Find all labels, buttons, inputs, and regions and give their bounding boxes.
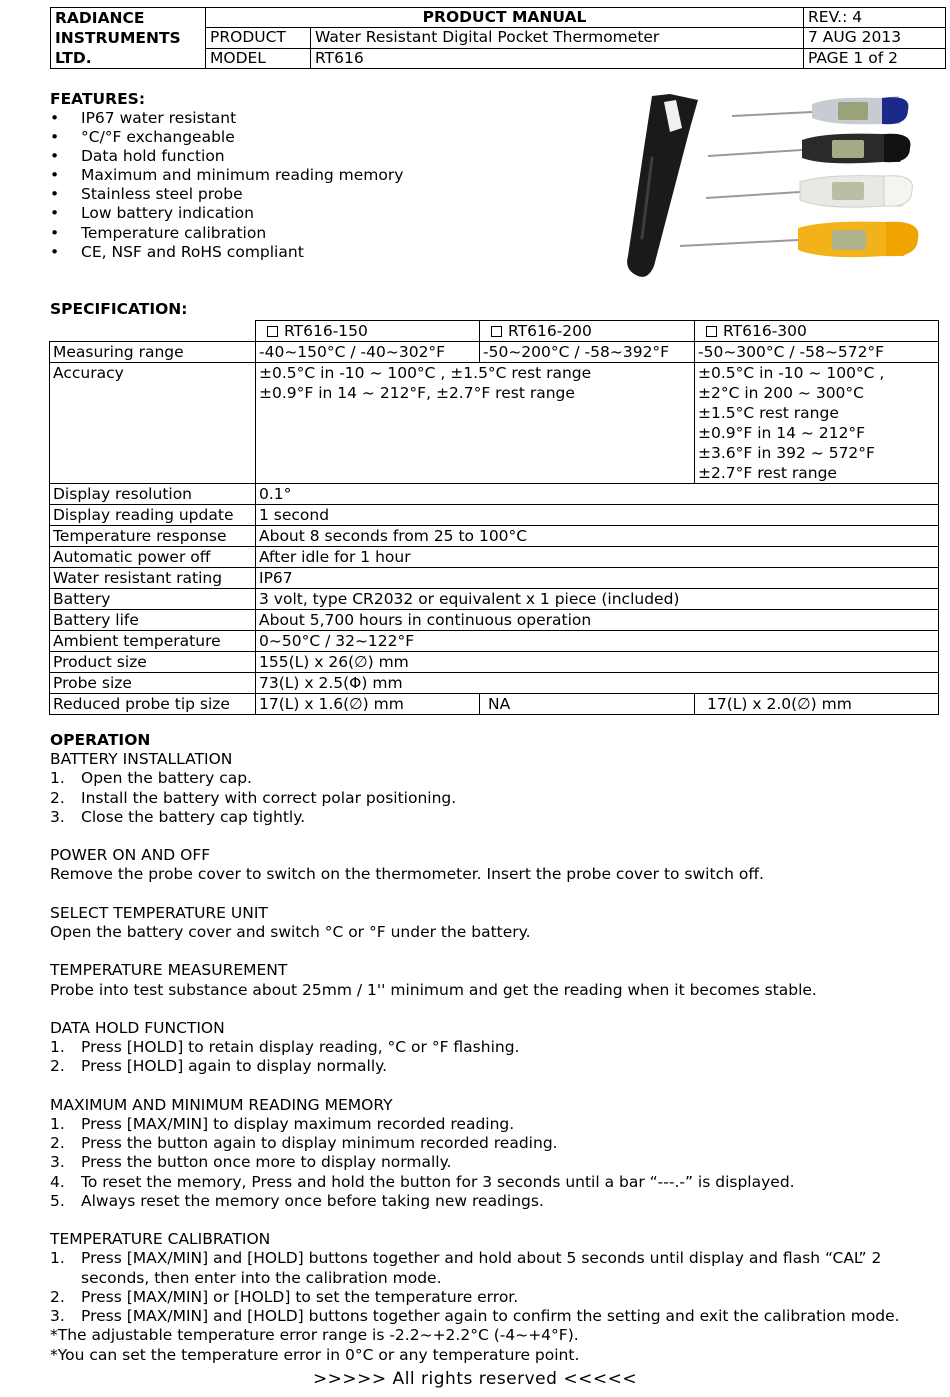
probe-cover-image [627,94,698,277]
list-item: 2. Press [HOLD] again to display normally. [50,1057,388,1076]
spec-label: Accuracy [50,363,256,484]
section-title: DATA HOLD FUNCTION [50,1019,225,1038]
spec-value: 73(L) x 2.5(Φ) mm [256,673,939,694]
revision: REV.: 4 [804,8,946,28]
checkbox-icon [267,326,278,337]
table-row [50,652,939,673]
spec-value: -50~300°C / -58~572°F [695,342,939,363]
table-row [50,673,939,694]
table-row [50,610,939,631]
spec-value: 17(L) x 1.6(∅) mm [256,694,480,715]
list-item: 3. Close the battery cap tightly. [50,807,306,826]
thermometer-orange-image [680,222,918,258]
note: *The adjustable temperature error range is -2.2~+2.2°C (-4~+4°F). [50,1326,579,1345]
model-option-150: RT616-150 [256,321,480,342]
thermometer-black-image [708,134,910,164]
model-label: MODEL [206,48,311,68]
feature-item: • IP67 water resistant [50,109,940,128]
specification-table [49,320,939,715]
spec-value: About 5,700 hours in continuous operation [256,610,939,631]
table-row [50,547,939,568]
feature-item: • Maximum and minimum reading memory [50,166,940,185]
document-title: PRODUCT MANUAL [206,8,804,28]
checkbox-icon [491,326,502,337]
table-row [50,484,939,505]
table-row [50,568,939,589]
paragraph: Remove the probe cover to switch on the thermometer. Insert the probe cover to switch off. [50,865,764,884]
spec-label: Battery [50,589,256,610]
spec-label: Water resistant rating [50,568,256,589]
section-title: MAXIMUM AND MINIMUM READING MEMORY [50,1095,393,1114]
table-row [50,631,939,652]
operation-heading: OPERATION [50,731,151,749]
spec-label: Reduced probe tip size [50,694,256,715]
checkbox-icon [706,326,717,337]
list-item: 2. Press the button again to display minimum recorded reading. [50,1134,558,1153]
spec-value: 17(L) x 2.0(∅) mm [695,694,939,715]
paragraph: Open the battery cover and switch °C or °F under the battery. [50,923,531,942]
table-row [50,589,939,610]
company-name: RADIANCE INSTRUMENTS LTD. [51,8,206,69]
spec-value: IP67 [256,568,939,589]
spec-value: 0~50°C / 32~122°F [256,631,939,652]
table-row [50,526,939,547]
spec-value: ±0.5°C in -10 ~ 100°C , ±1.5°C rest range ±0.9°F in 14 ~ 212°F, ±2.7°F rest range [256,363,695,484]
list-item: 3. Press [MAX/MIN] and [HOLD] buttons together again to confirm the setting and exit the calibration mode. [50,1307,900,1326]
section-title: TEMPERATURE CALIBRATION [50,1230,271,1249]
section-title: TEMPERATURE MEASUREMENT [50,961,288,980]
page-number: PAGE 1 of 2 [804,48,946,68]
table-row [50,363,939,484]
spec-value: About 8 seconds from 25 to 100°C [256,526,939,547]
model-value: RT616 [311,48,804,68]
footer-rights: >>>>> All rights reserved <<<<< [312,1369,638,1389]
feature-item: • Data hold function [50,147,940,166]
spec-value: -50~200°C / -58~392°F [480,342,695,363]
section-title: POWER ON AND OFF [50,846,211,865]
spec-label: Probe size [50,673,256,694]
spec-value: After idle for 1 hour [256,547,939,568]
model-option-200: RT616-200 [480,321,695,342]
spec-label: Display resolution [50,484,256,505]
spec-label: Ambient temperature [50,631,256,652]
spec-value: 155(L) x 26(∅) mm [256,652,939,673]
spec-value: NA [480,694,695,715]
feature-item: • CE, NSF and RoHS compliant [50,243,940,262]
list-item: 1. Press [MAX/MIN] and [HOLD] buttons together and hold about 5 seconds until display and flash “CAL” 2 [50,1249,882,1268]
specification-heading: SPECIFICATION: [50,300,188,318]
paragraph: Probe into test substance about 25mm / 1'' minimum and get the reading when it becomes stable. [50,980,817,999]
table-row [50,505,939,526]
list-item: 5. Always reset the memory once before taking new readings. [50,1191,544,1210]
product-label: PRODUCT [206,28,311,48]
list-item: 4. To reset the memory, Press and hold the button for 3 seconds until a bar “---.-” is displayed. [50,1172,795,1191]
list-item: 1. Press [MAX/MIN] to display maximum recorded reading. [50,1115,515,1134]
spec-value: 0.1° [256,484,939,505]
list-item: 1. Open the battery cap. [50,769,252,788]
list-item: 1. Press [HOLD] to retain display reading, °C or °F flashing. [50,1038,520,1057]
note: *You can set the temperature error in 0°C or any temperature point. [50,1345,580,1364]
feature-item: • °C/°F exchangeable [50,128,940,147]
document-date: 7 AUG 2013 [804,28,946,48]
spec-label: Product size [50,652,256,673]
product-value: Water Resistant Digital Pocket Thermometer [311,28,804,48]
spec-value: 1 second [256,505,939,526]
thermometer-blue-image [732,96,908,124]
table-row [50,342,939,363]
model-option-300: RT616-300 [695,321,939,342]
operation-section [50,731,940,1365]
spec-label: Measuring range [50,342,256,363]
spec-value: -40~150°C / -40~302°F [256,342,480,363]
feature-item: • Temperature calibration [50,224,940,243]
spec-label: Automatic power off [50,547,256,568]
list-item: 3. Press the button once more to display normally. [50,1153,452,1172]
spec-label: Display reading update [50,505,256,526]
spec-label: Battery life [50,610,256,631]
section-title: SELECT TEMPERATURE UNIT [50,903,268,922]
table-row [50,694,939,715]
table-row [50,321,939,342]
section-title: BATTERY INSTALLATION [50,750,233,769]
document-header [50,7,946,69]
list-item-continuation: seconds, then enter into the calibration mode. [81,1268,442,1287]
spec-value: ±0.5°C in -10 ~ 100°C , ±2°C in 200 ~ 300°C ±1.5°C rest range ±0.9°F in 14 ~ 212°F ±3.6°F in 392 ~ 572°F ±2.7°F rest range [695,363,939,484]
list-item: 2. Install the battery with correct polar positioning. [50,788,457,807]
spec-label: Temperature response [50,526,256,547]
spec-value: 3 volt, type CR2032 or equivalent x 1 piece (included) [256,589,939,610]
feature-item: • Stainless steel probe [50,185,940,204]
list-item: 2. Press [MAX/MIN] or [HOLD] to set the temperature error. [50,1287,519,1306]
product-photo [612,88,936,284]
thermometer-white-image [706,176,912,208]
feature-item: • Low battery indication [50,204,940,223]
features-heading: FEATURES: [50,90,146,108]
